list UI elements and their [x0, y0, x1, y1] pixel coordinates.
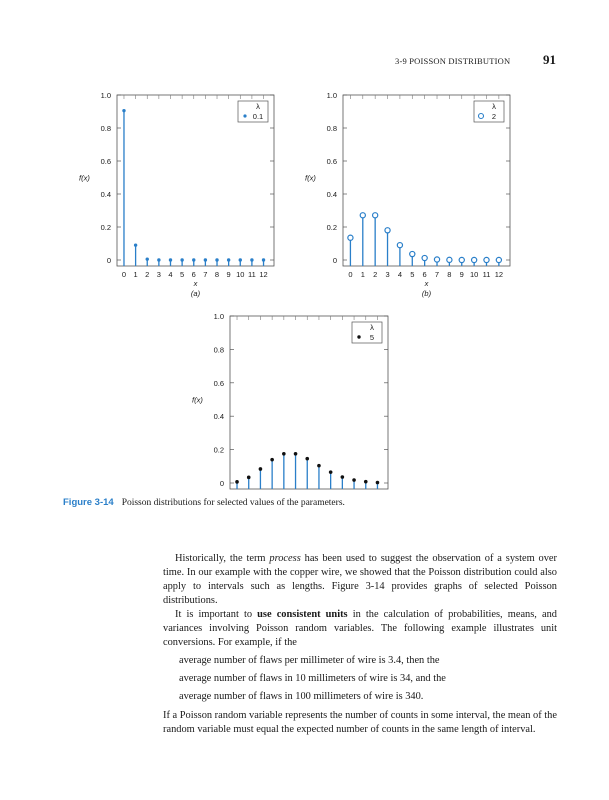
legend-value: 0.1: [252, 112, 264, 121]
x-tick-label: 11: [482, 270, 491, 279]
y-tick-label: 0.6: [100, 157, 111, 166]
stem-marker: [180, 258, 183, 261]
stem-marker: [341, 475, 345, 479]
x-tick-label: 6: [191, 270, 196, 279]
y-tick-label: 0.2: [213, 445, 224, 455]
figure-caption-text: Poisson distributions for selected values of the parameters.: [121, 498, 345, 508]
x-tick-label: 12: [494, 270, 504, 279]
stem-marker: [472, 257, 477, 262]
figure-caption-label: Figure 3-14: [63, 497, 114, 508]
x-tick-label: 3: [385, 270, 390, 279]
chart-panel-c: [190, 308, 390, 488]
y-tick-label: 1.0: [326, 91, 337, 100]
stem-marker: [348, 235, 353, 240]
body-text: [163, 552, 557, 737]
figure-caption: [63, 497, 543, 508]
y-axis-label: f(x): [305, 173, 316, 183]
bold-consistent-units: use consistent units: [257, 609, 348, 620]
y-axis-label: f(x): [79, 173, 90, 183]
x-tick-label: 5: [410, 270, 415, 279]
emphasis-process: process: [269, 553, 301, 564]
y-tick-label: 0.2: [100, 223, 111, 232]
x-tick-label: 9: [226, 270, 231, 279]
x-tick-label: 2: [145, 270, 150, 279]
x-axis-label: x: [424, 279, 429, 288]
stem-marker: [294, 452, 298, 456]
stem-marker: [262, 258, 265, 261]
stem-marker: [352, 478, 356, 482]
example-line-1: average number of flaws per millimeter of wire is 3.4, then the: [179, 655, 440, 666]
x-tick-label: 0: [121, 270, 127, 279]
stem-marker: [204, 258, 207, 261]
y-tick-label: 0.8: [100, 124, 111, 133]
stem-marker: [484, 257, 489, 262]
x-tick-label: 3: [156, 270, 161, 279]
stem-marker: [434, 257, 439, 262]
y-tick-label: 0.4: [326, 190, 337, 199]
x-tick-label: 7: [434, 270, 440, 279]
y-tick-label: 0: [106, 256, 111, 265]
y-tick-label: 0.8: [326, 124, 337, 133]
chart-panel-a: [80, 85, 280, 315]
legend-title: λ: [492, 102, 496, 111]
page-number: 91: [543, 52, 556, 67]
stem-marker: [146, 257, 149, 260]
running-head: 3-9 POISSON DISTRIBUTION: [395, 56, 511, 66]
x-axis-label: x: [193, 279, 198, 288]
stem-marker: [134, 243, 137, 246]
y-tick-label: 1.0: [213, 312, 224, 321]
y-tick-label: 0: [332, 256, 337, 265]
legend-title: λ: [370, 323, 374, 332]
legend-marker: [479, 114, 484, 119]
legend-box: [352, 322, 382, 343]
x-tick-label: 9: [459, 270, 464, 279]
y-axis-label: f(x): [192, 395, 203, 405]
x-tick-label: 0: [348, 270, 353, 279]
panel-label: (b): [421, 289, 432, 298]
y-tick-label: 0.2: [326, 223, 337, 232]
stem-marker: [282, 452, 286, 456]
y-tick-label: 0.6: [326, 157, 337, 166]
x-tick-label: 8: [214, 270, 220, 279]
paragraph-process: [163, 552, 557, 608]
stem-marker: [259, 467, 263, 471]
stem-marker: [385, 228, 390, 233]
legend-value: 2: [491, 112, 497, 121]
legend-title: λ: [256, 102, 260, 111]
legend-value: 5: [369, 333, 375, 342]
stem-marker: [122, 109, 125, 112]
x-tick-label: 4: [397, 270, 402, 279]
stem-marker: [447, 257, 452, 262]
y-tick-label: 0.8: [213, 345, 224, 355]
y-tick-label: 0.4: [213, 412, 224, 422]
y-tick-label: 0.6: [213, 378, 224, 388]
stem-marker: [239, 258, 242, 261]
text-run: in the calculation of probabilities, means, and variances involving Poisson random variables. The following example illustrates unit conversions. For example, if the: [163, 609, 557, 648]
stem-marker: [329, 470, 333, 474]
stem-marker: [270, 458, 274, 462]
stem-marker: [410, 251, 415, 256]
y-tick-label: 0.4: [100, 190, 111, 199]
chart-panel-b: [305, 85, 515, 315]
x-tick-label: 1: [360, 270, 365, 279]
x-tick-label: 6: [422, 270, 427, 279]
stem-marker: [373, 213, 378, 218]
stem-marker: [364, 480, 368, 484]
x-tick-label: 10: [236, 270, 245, 279]
text-run: It is important to: [175, 609, 258, 620]
stem-marker: [250, 258, 253, 261]
y-tick-label: 0: [219, 479, 224, 488]
stem-marker: [235, 480, 239, 484]
x-tick-label: 12: [259, 270, 268, 279]
example-line-3: average number of flaws in 100 millimeters of wire is 340.: [179, 691, 424, 702]
stem-marker: [459, 257, 464, 262]
panel-label: (a): [190, 289, 201, 298]
legend-marker: [357, 335, 360, 338]
stem-marker: [157, 258, 160, 261]
legend-marker: [243, 114, 246, 117]
text-run: has been used to suggest the observation of a system over time. In our example with the copper wire, we showed that the Poisson distribution could also apply to intervals such as lengths. Figure 3-14 provides graphs of selected Poisson distributions.: [163, 553, 557, 606]
stem-marker: [422, 255, 427, 260]
stem-marker: [192, 258, 195, 261]
x-tick-label: 1: [133, 270, 138, 279]
stem-marker: [360, 213, 365, 218]
stem-marker: [215, 258, 218, 261]
example-line-2: average number of flaws in 10 millimeters of wire is 34, and the: [179, 673, 446, 684]
paragraph-mean: If a Poisson random variable represents the number of counts in some interval, the mean of the random variable must equal the expected number of counts in the same length of interval.: [163, 710, 557, 735]
x-tick-label: 5: [180, 270, 185, 279]
x-tick-label: 4: [168, 270, 173, 279]
stem-marker: [227, 258, 230, 261]
paragraph-units: [163, 608, 557, 650]
stem-marker: [305, 457, 309, 461]
legend-box: [474, 101, 504, 122]
stem-marker: [496, 257, 501, 262]
stem-marker: [317, 464, 321, 468]
x-tick-label: 2: [373, 270, 378, 279]
x-tick-label: 11: [248, 270, 256, 279]
stem-marker: [247, 476, 251, 480]
stem-marker: [397, 243, 402, 248]
x-tick-label: 7: [203, 270, 208, 279]
stem-marker: [376, 481, 380, 485]
stem-marker: [169, 258, 172, 261]
text-run: Historically, the term: [175, 553, 270, 564]
y-tick-label: 1.0: [100, 91, 111, 100]
x-tick-label: 10: [469, 270, 479, 279]
x-tick-label: 8: [447, 270, 452, 279]
